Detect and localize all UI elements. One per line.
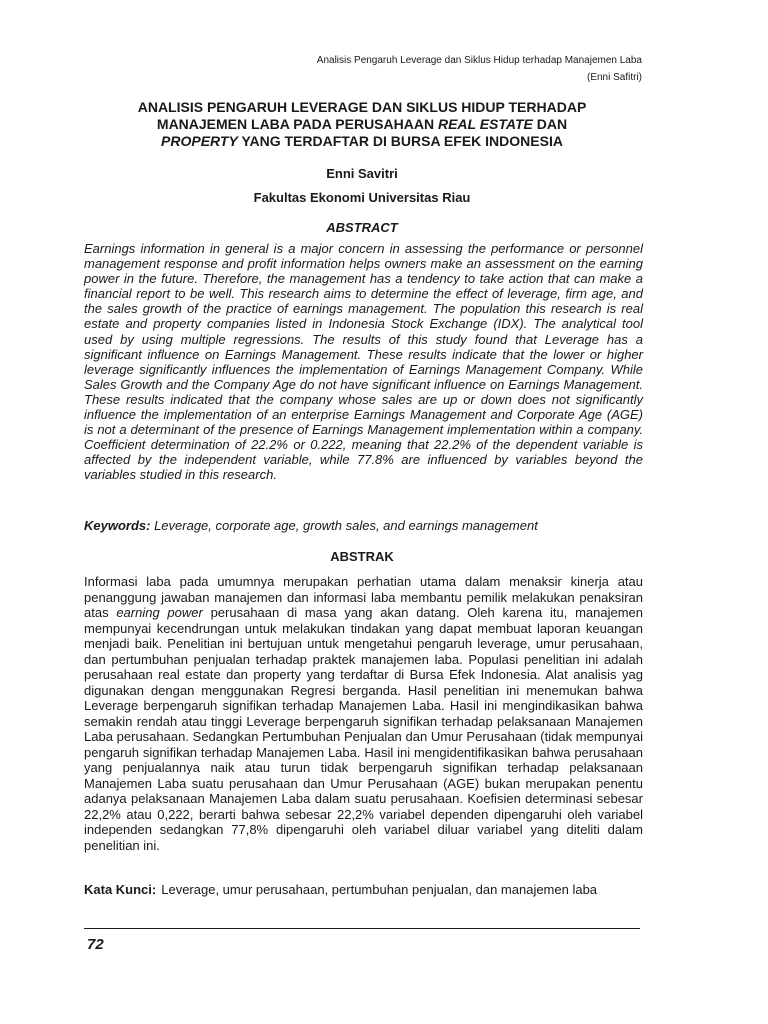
title-line-2-a: MANAJEMEN LABA PADA PERUSAHAAN [156, 116, 438, 132]
title-line-3-b: YANG TERDAFTAR DI BURSA EFEK INDONESIA [237, 133, 563, 149]
footer-rule [84, 928, 640, 929]
abstract-heading: ABSTRACT [326, 220, 398, 235]
abstrak-heading: ABSTRAK [330, 549, 394, 564]
abstrak-body-part-2: perusahaan di masa yang akan datang. Oleh karena itu, manajemen mempunyai kecendrungan untuk melakukan tindakan yang dapat membuat laporan keuangan menjadi baik. Penelitian ini bertujuan untuk mengetahui pengaruh leverage, umur perusahaan, dan pertumbuhan penjualan terhadap praktek manajemen laba. Populasi penelitian ini adalah perusahaan real estate dan property yang terdaftar di Bursa Efek Indonesia. Alat analisis yag digunakan dengan menggunakan Regresi berganda. Hasil penelitian ini menemukan bahwa Leverage berpengaruh signifikan terhadap Manajemen Laba. Hasil ini mengindikasikan bahwa semakin rendah atau tinggi Leverage berpengaruh signifikan terhadap pelaksanaan Manajemen Laba perusahaan. Sedangkan Pertumbuhan Penjualan dan Umur Perusahaan (tidak mempunyai pengaruh signifikan terhadap Manajemen Laba. Hasil ini mengidentifikasikan bahwa perusahaan yang penjualannya naik atau turun tidak berpengaruh signifikan terhadap pelaksanaan Manajemen Laba suatu perusahaan dan Umur Perusahaan (AGE) bukan merupakan penentu adanya pelaksanaan Manajemen Laba dalam suatu perusahaan. Koefisien determinasi sebesar 22,2% atau 0,222, berarti bahwa sebesar 22,2% variabel dependen dipengaruhi oleh variabel independen sedangkan 77,8% dipengaruhi oleh variabel diluar variabel yang diteliti dalam penelitian ini. [84, 605, 643, 853]
title-line-3-emphasis: PROPERTY [161, 133, 238, 149]
paper-title [84, 99, 640, 150]
title-line-2 [84, 116, 640, 133]
running-head-author: (Enni Safitri) [586, 72, 642, 83]
title-line-2-emphasis: REAL ESTATE [437, 116, 533, 132]
abstrak-body-part-1: Informasi laba pada umumnya merupakan perhatian utama dalam menaksir kinerja atau penanggung jawaban manajemen dan informasi laba membantu pemilik melakukan penaksiran atas [84, 574, 643, 620]
author-name: Enni Savitri [326, 166, 398, 181]
title-line-1: ANALISIS PENGARUH LEVERAGE DAN SIKLUS HIDUP TERHADAP [137, 99, 587, 115]
keywords-label: Keywords: [84, 518, 151, 533]
abstrak-body [84, 574, 643, 853]
title-line-3 [84, 133, 640, 150]
title-line-2-c: DAN [532, 116, 568, 132]
keywords-value: Leverage, corporate age, growth sales, and earnings management [150, 518, 538, 533]
running-head-title: Analisis Pengaruh Leverage dan Siklus Hidup terhadap Manajemen Laba [316, 55, 642, 66]
page-number: 72 [87, 936, 104, 953]
kata-kunci [84, 882, 643, 897]
keywords [84, 518, 643, 533]
abstrak-body-emphasis: earning power [116, 605, 203, 620]
kata-kunci-label: Kata Kunci: [84, 882, 157, 897]
running-head [317, 52, 642, 86]
abstract-body: Earnings information in general is a major concern in assessing the performance or personnel management response and profit information helps owners make an assessment on the earning power in the future. Therefore, the management has a tendency to take action that can make a financial report to be well. This research aims to determine the effect of leverage, firm age, and the sales growth of the practice of earnings management. The population this research is real estate and property companies listed in Indonesia Stock Exchange (IDX). The analytical tool used by using multiple regressions. The results of this study found that Leverage has a significant influence on Earnings Management. These results indicate that the lower or higher leverage significantly influences the implementation of Earnings Management Company. While Sales Growth and the Company Age do not have significant influence on Earnings Management. These results indicated that the company whose sales are up or down does not significantly influence the implementation of an enterprise Earnings Management and Corporate Age (AGE) is not a determinant of the presence of Earnings Management implementation within a company. Coefficient determination of 22.2% or 0.222, meaning that 22.2% of the dependent variable is affected by the independent variable, while 77.8% are influenced by variables beyond the variables studied in this research. [84, 241, 643, 483]
author-affiliation: Fakultas Ekonomi Universitas Riau [253, 190, 471, 205]
kata-kunci-value: Leverage, umur perusahaan, pertumbuhan penjualan, dan manajemen laba [161, 882, 598, 897]
